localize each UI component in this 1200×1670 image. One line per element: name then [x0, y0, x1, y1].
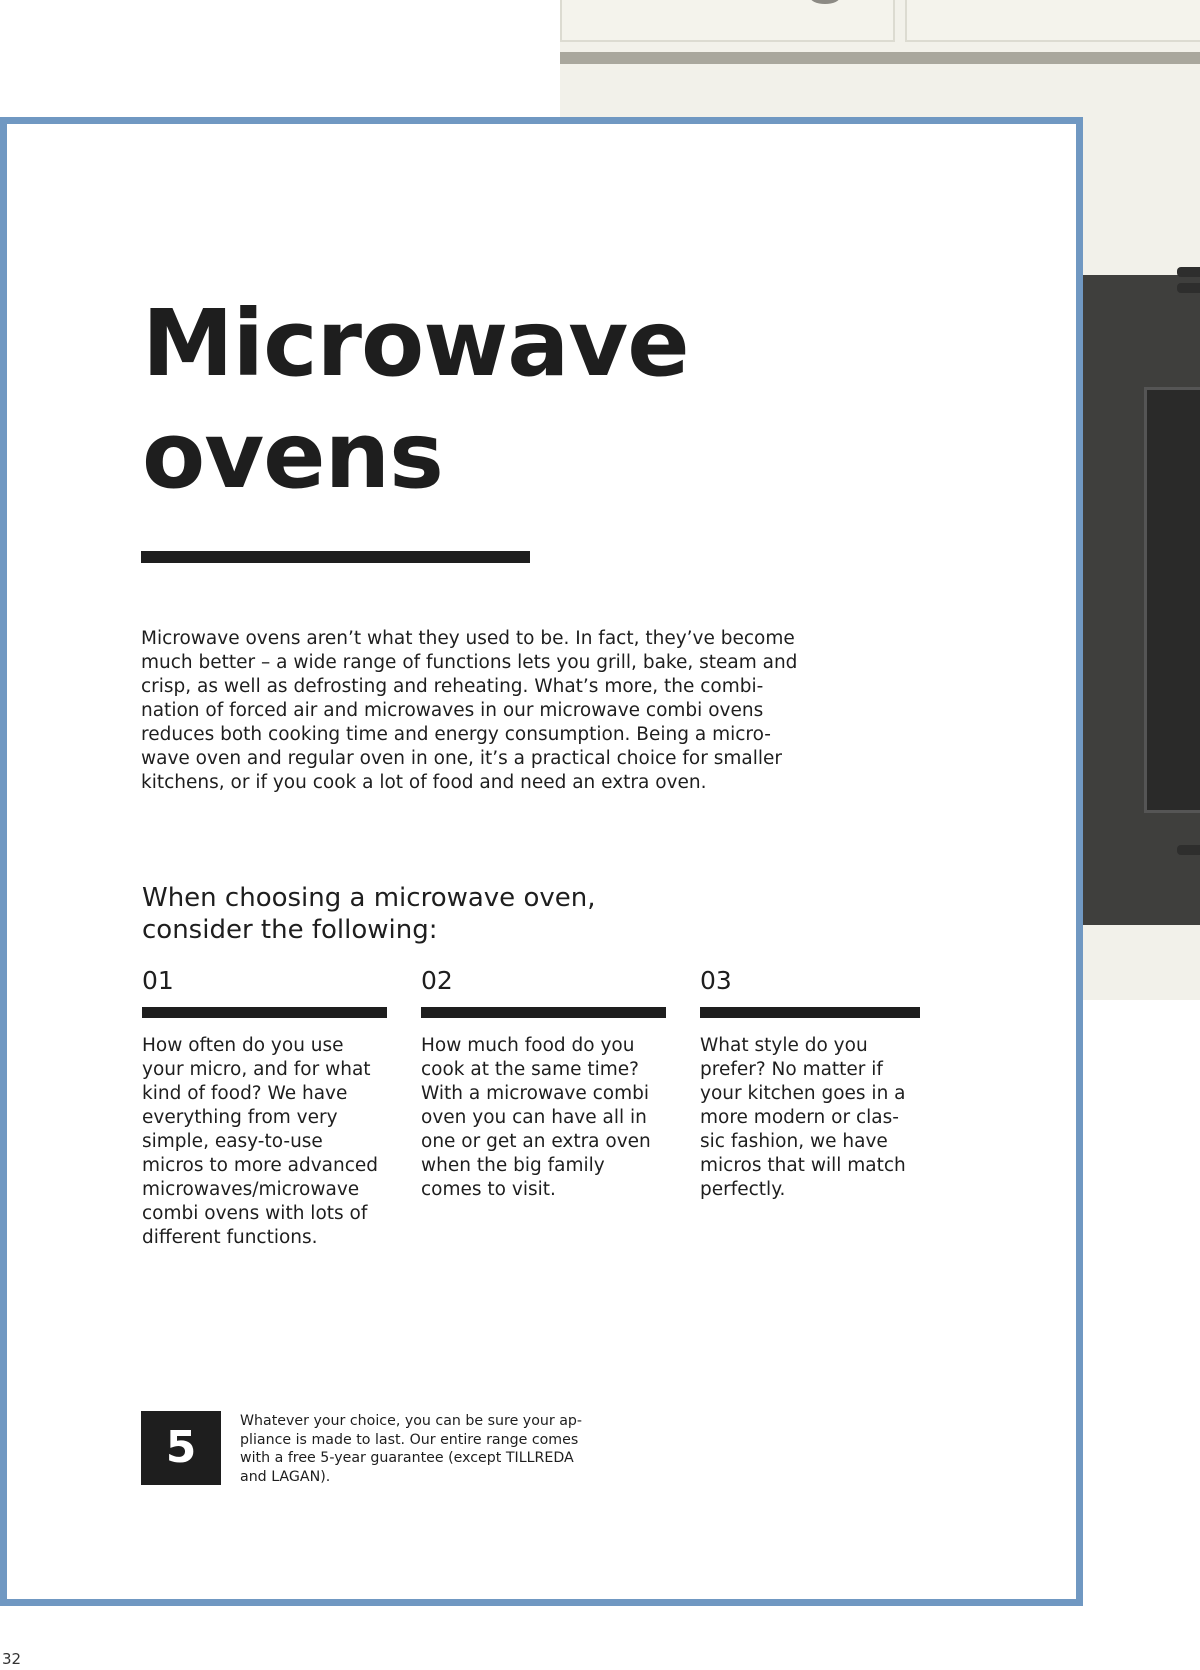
intro-paragraph: Microwave ovens aren’t what they used to be. In fact, they’ve become much better – a wide range of functions lets you grill, bake, steam and crisp, as well as defrosting and reheating. What’s more, the combi-nation of forced air and microwaves in our microwave combi ovens reduces both cooking time and energy consumption. Being a micro-wave oven and regular oven in one, it’s a practical choice for smaller kitchens, or if you cook a lot of food and need an extra oven. [141, 628, 798, 793]
title-rule [141, 551, 530, 563]
title-line: Microwave [142, 290, 689, 397]
consideration-02 [421, 965, 666, 1202]
oven-button [1177, 283, 1200, 293]
page-number: 32 [2, 1650, 22, 1668]
consideration-number: 03 [700, 966, 732, 995]
consideration-number: 02 [421, 966, 453, 995]
title-line: ovens [142, 402, 443, 509]
consideration-text: How much food do you cook at the same time? With a microwave combi oven you can have all in one or get an extra oven when the big family comes to visit. [421, 1035, 651, 1200]
consideration-03 [700, 965, 920, 1202]
cabinet-door [560, 0, 895, 42]
microwave-oven-image [1082, 275, 1200, 925]
subheading-line: consider the following: [142, 915, 438, 945]
consideration-text: How often do you use your micro, and for what kind of food? We have everything from very simple, easy-to-use micros to more advanced microwaves/microwave combi ovens with lots of different functions. [142, 1035, 379, 1248]
consideration-rule [142, 1007, 387, 1018]
consideration-number: 01 [142, 966, 174, 995]
subheading [142, 882, 595, 946]
guarantee-text: Whatever your choice, you can be sure your ap-pliance is made to last. Our entire range comes with a free 5-year guarantee (except TILLREDA and LAGAN). [240, 1413, 583, 1485]
cabinet-door [905, 0, 1200, 42]
subheading-line: When choosing a microwave oven, [142, 883, 596, 913]
consideration-rule [700, 1007, 920, 1018]
consideration-rule [421, 1007, 666, 1018]
consideration-01 [142, 965, 387, 1250]
cabinet-ledge [560, 52, 1200, 64]
oven-window [1144, 387, 1200, 813]
page-title [142, 288, 689, 512]
oven-button [1177, 267, 1200, 277]
consideration-text: What style do you prefer? No matter if your kitchen goes in a more modern or clas-sic fashion, we have micros that will match perfectly. [700, 1035, 906, 1200]
oven-button [1177, 845, 1200, 855]
guarantee-badge: 5 [141, 1411, 221, 1485]
